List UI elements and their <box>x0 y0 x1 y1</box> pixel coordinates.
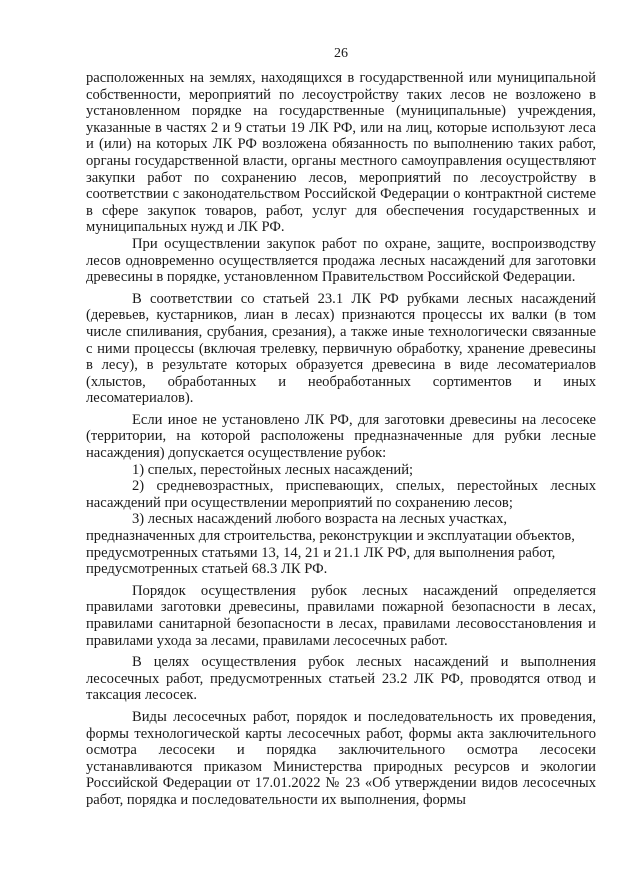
paragraph-procurement: При осуществлении закупок работ по охране, защите, воспроизводству лесов одновременно осуществляется продажа лесных насаждений для заготовки древесины в порядке, установленном Правительством Российской Федерации. <box>86 235 596 286</box>
paragraph-allotment: В целях осуществления рубок лесных насаждений и выполнения лесосечных работ, предусмотренных статьей 23.2 ЛК РФ, проводятся отвод и таксация лесосек. <box>86 654 596 704</box>
paragraph-continuation: расположенных на землях, находящихся в государственной или муниципальной собственности, мероприятий по лесоустройству таких лесов не возложено в установленном порядке на государственные (муниципальные) учреждения, указанные в частях 2 и 9 статьи 19 ЛК РФ, или на лиц, которые используют леса и (или) на которых ЛК РФ возложена обязанность по выполнению таких работ, органы государственной власти, органы местного самоуправления осуществляют закупки работ по сохранению лесов, мероприятий по лесоустройству в соответствии с законодательством Российской Федерации о контрактной системе в сфере закупок товаров, работ, услуг для обеспечения государственных и муниципальных нужд и ЛК РФ. <box>86 70 596 236</box>
paragraph-work-types: Виды лесосечных работ, порядок и последовательность их проведения, формы технологической карты лесосечных работ, формы акта заключительного осмотра лесосеки и порядка заключительного осмотра лесосеки устанавливаются приказом Министерства природных ресурсов и экологии Российской Федерации от 17.01.2022 № 23 «Об утверждении видов лесосечных работ, порядка и последовательности их выполнения, формы <box>86 708 596 808</box>
paragraph-logging-allowed: Если иное не установлено ЛК РФ, для заготовки древесины на лесосеке (территории, на которой расположены предназначенные для рубки лесные насаждения) допускается осуществление рубок: <box>86 411 596 462</box>
paragraph-logging-rules: Порядок осуществления рубок лесных насаждений определяется правилами заготовки древесины, правилами пожарной безопасности в лесах, правилами санитарной безопасности в лесах, правилами лесовосстановления и правилами ухода за лесами, правилами лесосечных работ. <box>86 582 596 649</box>
list-item-3: 3) лесных насаждений любого возраста на лесных участках, предназначенных для строительства, реконструкции и эксплуатации объектов, предусмотренных статьями 13, 14, 21 и 21.1 ЛК РФ, для выполнения работ, предусмотренных статьей 68.3 ЛК РФ. <box>86 511 575 578</box>
paragraph-article-23-1: В соответствии со статьей 23.1 ЛК РФ рубками лесных насаждений (деревьев, кустарников, лиан в лесах) признаются процессы их валки (в том числе спиливания, срубания, срезания), а также иные технологически связанные с ними процессы (включая трелевку, первичную обработку, хранение древесины в лесу), в результате которых образуется древесина в виде лесоматериалов (хлыстов, обработанных и необработанных сортиментов и иных лесоматериалов). <box>86 290 596 407</box>
page-number: 26 <box>334 46 348 61</box>
list-item-2: 2) средневозрастных, приспевающих, спелых, перестойных лесных насаждений при осуществлении мероприятий по сохранению лесов; <box>86 478 596 511</box>
list-item-1: 1) спелых, перестойных лесных насаждений; <box>132 461 414 478</box>
